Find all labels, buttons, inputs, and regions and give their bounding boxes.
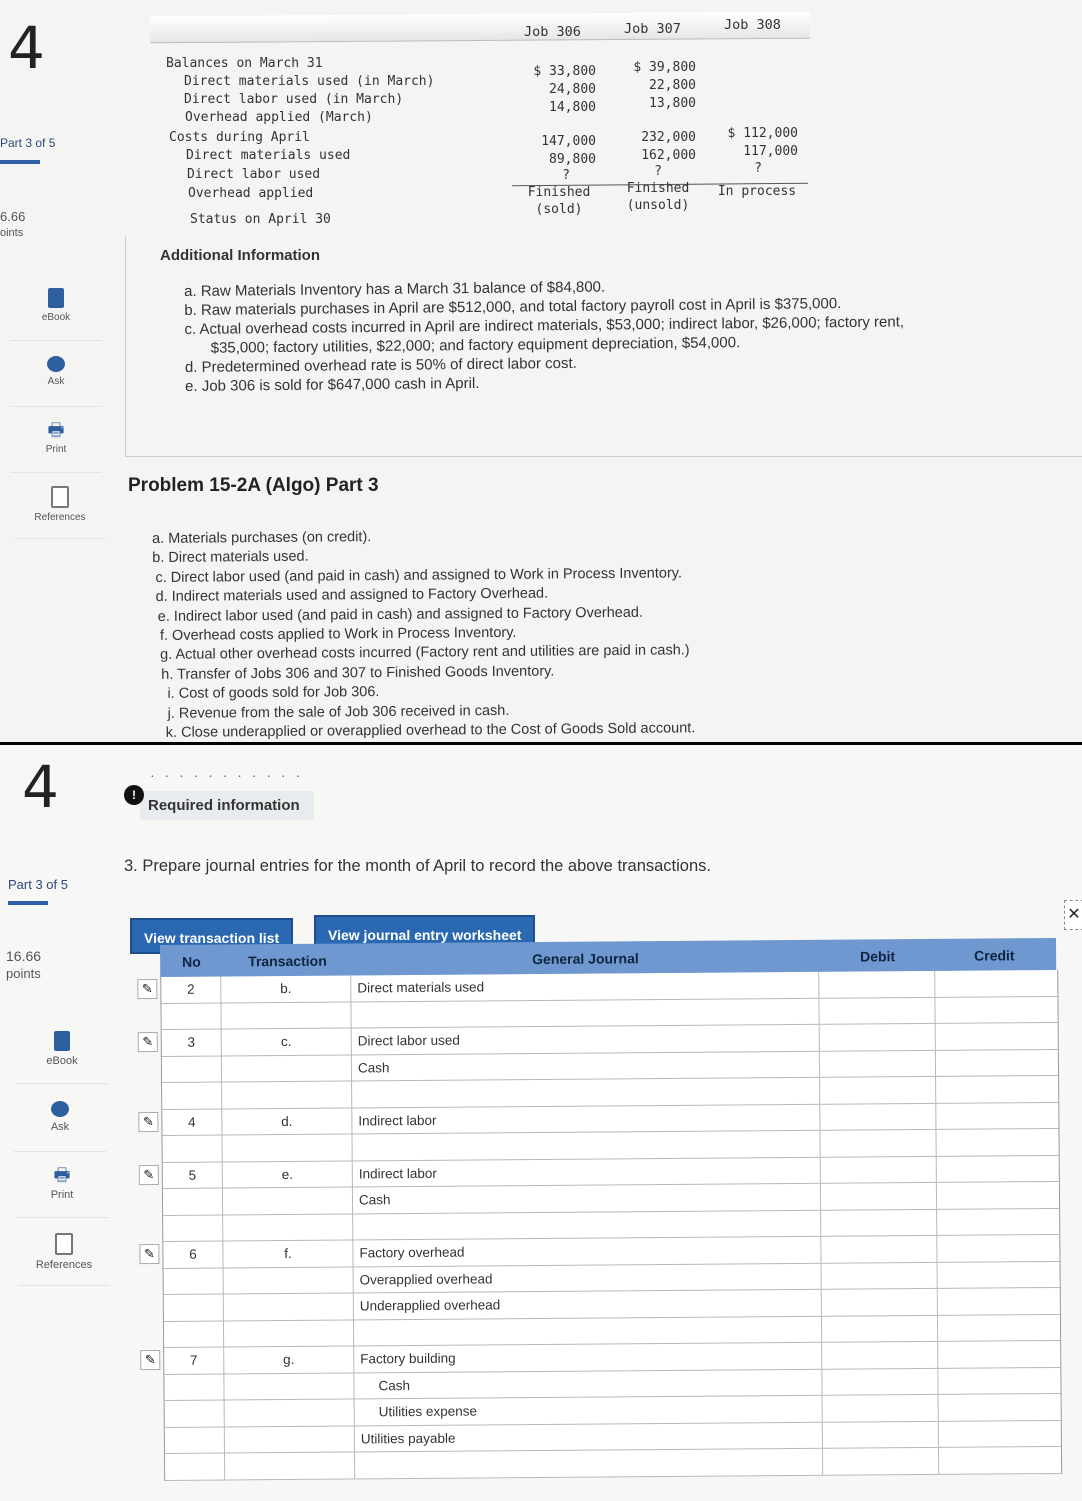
problem-title: Problem 15-2A (Algo) Part 3: [128, 475, 379, 496]
cell-value: $ 39,800: [633, 60, 696, 75]
transaction-item: k. Close underapplied or overapplied overhead to the Cost of Goods Sold account.: [165, 720, 696, 741]
credit-cell[interactable]: [938, 1314, 1060, 1340]
status-cell: Finished (unsold): [626, 181, 690, 213]
cell-value: 89,800: [549, 152, 596, 167]
document-icon: [51, 486, 69, 508]
debit-cell[interactable]: [820, 1050, 936, 1076]
transaction-item: i. Cost of goods sold for Job 306.: [167, 684, 380, 703]
account-cell[interactable]: Direct materials used: [351, 972, 819, 1001]
debit-cell[interactable]: [820, 1130, 936, 1156]
credit-cell[interactable]: [936, 1076, 1058, 1102]
debit-cell[interactable]: [822, 1262, 938, 1288]
job-308-header: Job 308: [724, 17, 781, 33]
account-cell[interactable]: [351, 998, 819, 1027]
debit-cell[interactable]: [821, 1183, 937, 1209]
account-cell[interactable]: [354, 1316, 822, 1345]
transaction-item: d. Indirect materials used and assigned to Factory Overhead.: [155, 585, 549, 606]
edit-pencil-icon[interactable]: ✎: [140, 1350, 160, 1370]
edit-pencil-icon[interactable]: ✎: [139, 1165, 159, 1185]
additional-info-title: Additional Information: [160, 247, 320, 264]
cell-value: ?: [562, 168, 570, 183]
journal-body: [141, 970, 1062, 1481]
account-cell[interactable]: Utilities expense: [355, 1396, 823, 1425]
edit-pencil-icon[interactable]: ✎: [139, 1244, 159, 1264]
credit-cell[interactable]: [936, 1129, 1058, 1155]
debit-cell[interactable]: [822, 1342, 938, 1368]
credit-cell[interactable]: [937, 1182, 1059, 1208]
ask-label: Ask: [50, 1121, 70, 1133]
transaction-cell: [222, 1055, 352, 1082]
debit-cell[interactable]: [823, 1395, 939, 1421]
account-cell[interactable]: [355, 1449, 823, 1478]
transaction-cell: [224, 1373, 354, 1400]
entry-number-cell: 5: [163, 1162, 223, 1188]
info-item: c. Actual overhead costs incurred in April are indirect materials, $53,000; indirect labor, $26,000; factory rent,: [184, 313, 905, 338]
transaction-item: a. Materials purchases (on credit).: [152, 529, 372, 547]
debit-cell[interactable]: [823, 1421, 939, 1447]
cell-value: 14,800: [549, 100, 596, 115]
col-header-no: No: [182, 953, 201, 970]
part-progress-bar: [0, 160, 40, 164]
row-label: Direct materials used: [186, 148, 351, 163]
transaction-cell: [222, 1134, 352, 1161]
job-cost-table: [150, 12, 810, 227]
transaction-cell: b.: [221, 975, 351, 1002]
col-header-transaction: Transaction: [248, 952, 327, 970]
credit-cell[interactable]: [935, 970, 1057, 996]
book-icon: [48, 288, 64, 308]
bottom-screenshot-pane: [0, 745, 1082, 1501]
debit-cell[interactable]: [820, 1077, 936, 1103]
account-cell[interactable]: [352, 1078, 820, 1107]
entry-number-cell: 3: [162, 1030, 222, 1056]
credit-cell[interactable]: [938, 1341, 1060, 1367]
transaction-cell: [223, 1187, 353, 1214]
row-label: Overhead applied (March): [185, 110, 373, 125]
ebook-button[interactable]: [16, 1021, 108, 1084]
entry-number-cell: [162, 1056, 222, 1082]
transaction-item: b. Direct materials used.: [152, 549, 309, 567]
info-item: a. Raw Materials Inventory has a March 31 balance of $84,800.: [184, 278, 606, 300]
row-label: Balances on March 31: [166, 56, 323, 71]
entry-number-cell: [163, 1215, 223, 1241]
transaction-cell: [223, 1214, 353, 1241]
printer-icon: 🖶: [47, 420, 65, 440]
credit-cell[interactable]: [936, 1049, 1058, 1075]
debit-cell[interactable]: [823, 1448, 939, 1474]
references-label: References: [34, 512, 86, 523]
cell-value: $ 33,800: [533, 64, 596, 79]
entry-number-cell: 6: [163, 1242, 223, 1268]
transaction-cell: d.: [222, 1108, 352, 1135]
ebook-label: eBook: [46, 1055, 78, 1067]
references-label: References: [35, 1259, 93, 1271]
part-indicator: Part 3 of 5: [8, 877, 68, 892]
cell-value: 147,000: [541, 134, 596, 149]
credit-cell[interactable]: [937, 1235, 1059, 1261]
job-table-header-band: [150, 12, 810, 44]
job-306-header: Job 306: [524, 24, 581, 40]
account-cell[interactable]: Indirect labor: [352, 1104, 820, 1133]
credit-cell[interactable]: [935, 996, 1057, 1022]
transaction-item: e. Indirect labor used (and paid in cash) and assigned to Factory Overhead.: [157, 604, 644, 625]
job-307-header: Job 307: [624, 21, 681, 37]
required-information-tab[interactable]: Required information: [140, 791, 314, 820]
info-item: e. Job 306 is sold for $647,000 cash in April.: [185, 374, 480, 395]
debit-cell[interactable]: [820, 1103, 936, 1129]
view-journal-worksheet-button[interactable]: View journal entry worksheet: [314, 915, 535, 951]
transaction-cell: [221, 1002, 351, 1029]
entry-number-cell: [162, 1083, 222, 1109]
top-screenshot-pane: [0, 0, 1082, 742]
entry-number-cell: 2: [161, 977, 221, 1003]
row-label: Direct labor used (in March): [184, 92, 404, 107]
transaction-cell: [225, 1426, 355, 1453]
debit-cell[interactable]: [822, 1289, 938, 1315]
account-cell[interactable]: Overapplied overhead: [354, 1263, 822, 1292]
transaction-cell: g.: [224, 1346, 354, 1373]
account-cell[interactable]: [352, 1131, 820, 1160]
account-cell[interactable]: Cash: [353, 1184, 821, 1213]
cell-value: 162,000: [641, 148, 696, 163]
credit-cell[interactable]: [938, 1261, 1060, 1287]
info-item: b. Raw materials purchases in April are $512,000, and total factory payroll cost in April is $375,000.: [184, 295, 842, 319]
cell-value: 117,000: [743, 144, 798, 159]
points-value: 6.66: [0, 209, 26, 224]
transaction-item: h. Transfer of Jobs 306 and 307 to Finished Goods Inventory.: [161, 663, 555, 683]
debit-cell[interactable]: [819, 971, 935, 997]
debit-cell[interactable]: [821, 1156, 937, 1182]
transaction-list: [152, 525, 695, 742]
edit-pencil-icon[interactable]: ✎: [138, 1112, 158, 1132]
document-icon: [55, 1233, 73, 1255]
print-label: Print: [50, 1189, 74, 1201]
additional-info-list: [184, 273, 1065, 396]
print-button[interactable]: [16, 1155, 108, 1218]
cell-value: $ 112,000: [727, 126, 798, 141]
edit-pencil-icon[interactable]: ✎: [138, 1032, 158, 1052]
credit-cell[interactable]: [939, 1447, 1061, 1473]
row-label: Status on April 30: [190, 212, 331, 227]
credit-cell[interactable]: [939, 1394, 1061, 1420]
points-label: points: [6, 966, 41, 981]
credit-cell[interactable]: [939, 1420, 1061, 1446]
journal-row: [165, 1447, 1061, 1481]
debit-cell[interactable]: [822, 1315, 938, 1341]
question-number: 4: [22, 753, 59, 821]
account-cell[interactable]: Cash: [352, 1051, 820, 1080]
row-label: Direct labor used: [187, 167, 321, 182]
status-cell: In process: [717, 184, 797, 199]
cell-value: ?: [654, 164, 662, 179]
entry-number-cell: [165, 1401, 225, 1427]
transaction-item: f. Overhead costs applied to Work in Process Inventory.: [159, 624, 517, 644]
edit-pencil-icon[interactable]: ✎: [137, 979, 157, 999]
transaction-item: g. Actual other overhead costs incurred (Factory rent and utilities are paid in cash.): [160, 642, 690, 664]
account-cell[interactable]: Underapplied overhead: [354, 1290, 822, 1319]
cell-value: ?: [754, 161, 762, 176]
entry-number-cell: [163, 1189, 223, 1215]
status-cell: Finished (sold): [527, 185, 591, 217]
credit-cell[interactable]: [938, 1288, 1060, 1314]
print-button[interactable]: [10, 410, 102, 473]
credit-cell[interactable]: [937, 1155, 1059, 1181]
cell-value: 13,800: [649, 96, 696, 111]
debit-cell[interactable]: [819, 997, 935, 1023]
credit-cell[interactable]: [936, 1102, 1058, 1128]
credit-cell[interactable]: [938, 1367, 1060, 1393]
transaction-cell: [224, 1267, 354, 1294]
entry-number-cell: 4: [162, 1109, 222, 1135]
ask-button[interactable]: [14, 1089, 106, 1152]
transaction-cell: f.: [223, 1240, 353, 1267]
ask-label: Ask: [47, 376, 65, 387]
account-cell[interactable]: Factory overhead: [353, 1237, 821, 1266]
debit-cell[interactable]: [821, 1209, 937, 1235]
transaction-item: j. Revenue from the sale of Job 306 received in cash.: [167, 702, 510, 722]
references-button[interactable]: [14, 476, 106, 539]
transaction-item: c. Direct labor used (and paid in cash) and assigned to Work in Process Inventory.: [155, 565, 683, 586]
cell-value: 22,800: [649, 78, 696, 93]
close-icon[interactable]: ✕: [1064, 900, 1082, 930]
ebook-label: eBook: [41, 312, 71, 323]
credit-cell[interactable]: [936, 1023, 1058, 1049]
points-display: [6, 948, 41, 982]
chat-bubble-icon: [51, 1101, 69, 1117]
view-transaction-list-button[interactable]: View transaction list: [130, 918, 293, 954]
account-cell[interactable]: Utilities payable: [355, 1422, 823, 1451]
printer-icon: 🖶: [53, 1165, 71, 1185]
account-cell[interactable]: Factory building: [354, 1343, 822, 1372]
entry-number-cell: [165, 1427, 225, 1453]
entry-number-cell: [165, 1454, 225, 1480]
row-label: Direct materials used (in March): [184, 74, 435, 89]
points-value: 16.66: [6, 948, 42, 964]
account-cell[interactable]: Cash: [354, 1369, 822, 1398]
transaction-cell: [222, 1081, 352, 1108]
entry-number-cell: [164, 1268, 224, 1294]
row-label: Overhead applied: [188, 186, 314, 201]
part-progress-bar: [8, 901, 48, 905]
entry-number-cell: [164, 1374, 224, 1400]
ebook-button[interactable]: [10, 278, 102, 341]
entry-number-cell: [161, 1003, 221, 1029]
transaction-cell: e.: [223, 1161, 353, 1188]
transaction-cell: [224, 1293, 354, 1320]
part-indicator: Part 3 of 5: [0, 136, 56, 150]
print-label: Print: [45, 444, 67, 455]
account-cell[interactable]: Direct labor used: [352, 1025, 820, 1054]
credit-cell[interactable]: [937, 1208, 1059, 1234]
info-item: $35,000; factory utilities, $22,000; and factory equipment depreciation, $54,000.: [210, 334, 741, 357]
cell-value: 24,800: [549, 82, 596, 97]
ask-button[interactable]: [10, 344, 102, 407]
points-label: oints: [0, 227, 24, 239]
debit-cell[interactable]: [822, 1368, 938, 1394]
entry-number-cell: [164, 1321, 224, 1347]
debit-cell[interactable]: [821, 1236, 937, 1262]
references-button[interactable]: [18, 1223, 110, 1286]
col-header-credit: Credit: [974, 947, 1015, 964]
transaction-cell: [225, 1399, 355, 1426]
debit-cell[interactable]: [820, 1024, 936, 1050]
partial-text-artifact: · · · · · · · · · · ·: [150, 767, 304, 783]
transaction-cell: [224, 1320, 354, 1347]
col-header-general-journal: General Journal: [532, 950, 639, 968]
row-label: Costs during April: [169, 130, 310, 145]
entry-number-cell: [164, 1295, 224, 1321]
account-cell[interactable]: Indirect labor: [353, 1157, 821, 1186]
points-display: [0, 208, 25, 242]
transaction-cell: c.: [222, 1028, 352, 1055]
book-icon: [54, 1031, 70, 1051]
question-text: 3. Prepare journal entries for the month of April to record the above transactions.: [124, 857, 711, 875]
alert-icon: !: [124, 785, 144, 805]
col-header-debit: Debit: [860, 948, 896, 965]
entry-number-cell: [163, 1136, 223, 1162]
question-number: 4: [8, 14, 45, 82]
info-item: d. Predetermined overhead rate is 50% of direct labor cost.: [184, 354, 577, 376]
entry-number-cell: 7: [164, 1348, 224, 1374]
chat-bubble-icon: [47, 356, 65, 372]
account-cell[interactable]: [353, 1210, 821, 1239]
transaction-cell: [225, 1452, 355, 1479]
cell-value: 232,000: [641, 130, 696, 145]
